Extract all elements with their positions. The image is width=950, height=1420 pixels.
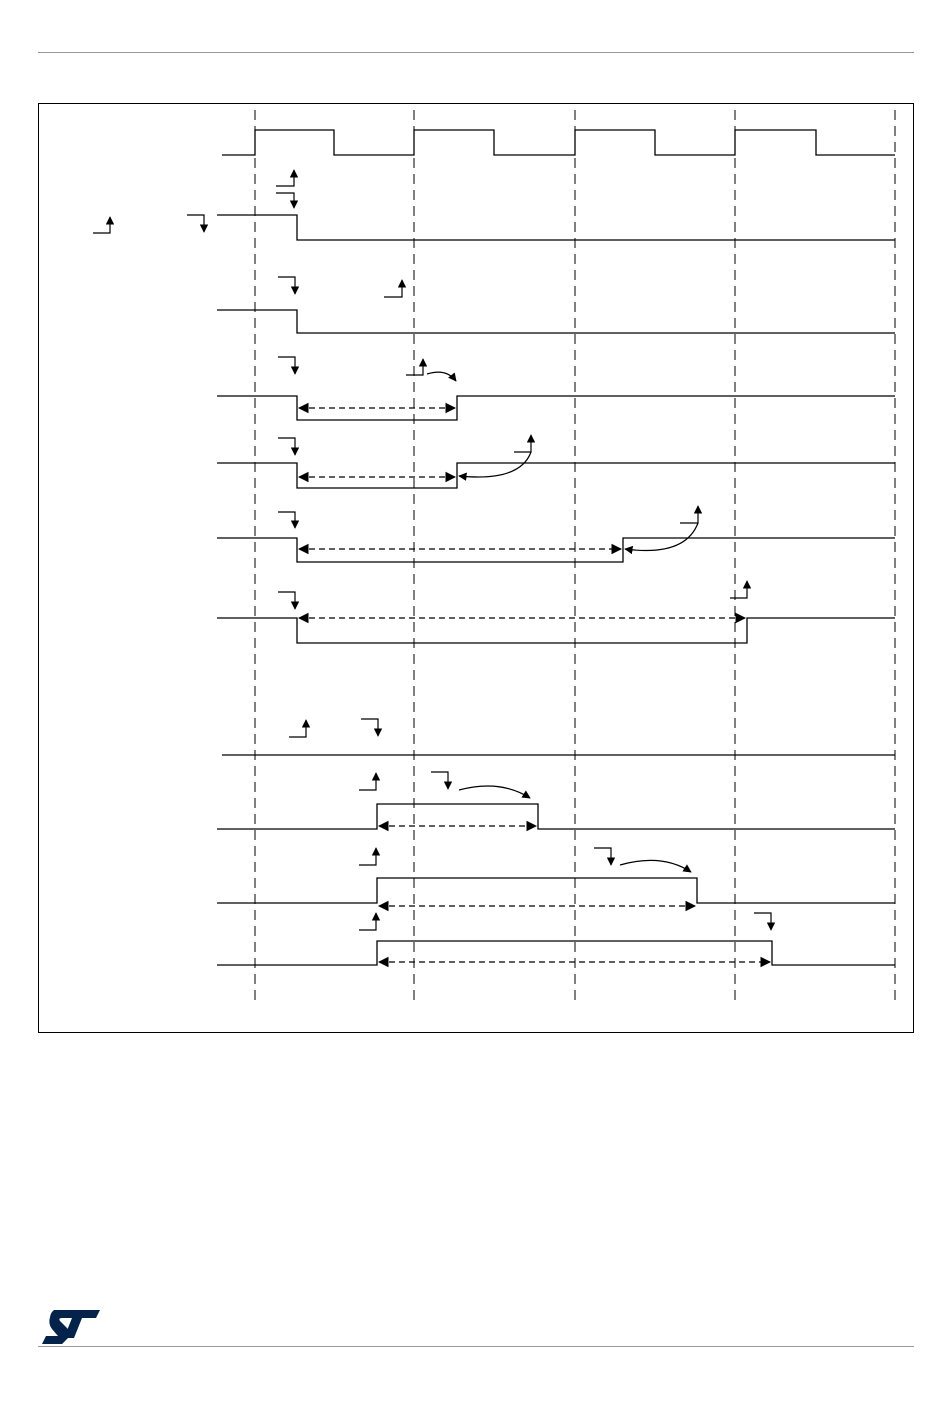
waveform-3	[217, 396, 895, 420]
rising-edge-arrow	[680, 506, 698, 523]
falling-edge-arrow	[278, 592, 295, 609]
rising-edge-arrow	[359, 848, 376, 865]
clock-edge-guides	[255, 110, 895, 1000]
rising-edge-arrow	[514, 435, 531, 452]
diagram-frame	[39, 104, 914, 1033]
falling-edge-arrow	[278, 512, 295, 528]
clock-waveform	[222, 130, 895, 155]
rising-edge-arrow	[384, 280, 402, 297]
waveform-9	[217, 878, 895, 903]
falling-edge-arrow	[278, 438, 295, 455]
falling-edge-arrow	[594, 848, 611, 865]
curved-transition-arrow	[620, 860, 691, 872]
rising-edge-arrow	[359, 913, 376, 930]
waveform-5	[217, 538, 895, 562]
falling-edge-arrow	[187, 215, 204, 232]
footer-rule	[38, 1346, 914, 1347]
waveform-4	[217, 463, 895, 488]
rising-edge-arrow	[93, 217, 110, 233]
waveform-10	[217, 941, 895, 965]
curved-transition-arrow	[459, 452, 531, 477]
falling-edge-arrow	[754, 913, 771, 930]
waveform-2	[217, 310, 895, 333]
rising-edge-arrow	[289, 720, 306, 737]
rising-edge-arrow	[730, 581, 747, 598]
falling-edge-arrow	[276, 193, 294, 208]
curved-transition-arrow	[625, 523, 698, 551]
falling-edge-arrow	[278, 277, 295, 294]
st-logo-icon	[40, 1308, 104, 1348]
curved-transition-arrow	[459, 786, 530, 798]
waveform-6	[217, 618, 895, 643]
falling-edge-arrow	[278, 357, 295, 374]
falling-edge-arrow	[431, 772, 448, 789]
curved-transition-arrow	[427, 372, 456, 381]
rising-edge-arrow	[276, 170, 294, 186]
falling-edge-arrow	[361, 719, 378, 736]
waveform-8	[217, 804, 895, 829]
rising-edge-arrow	[359, 773, 376, 790]
waveform-1	[217, 215, 895, 240]
